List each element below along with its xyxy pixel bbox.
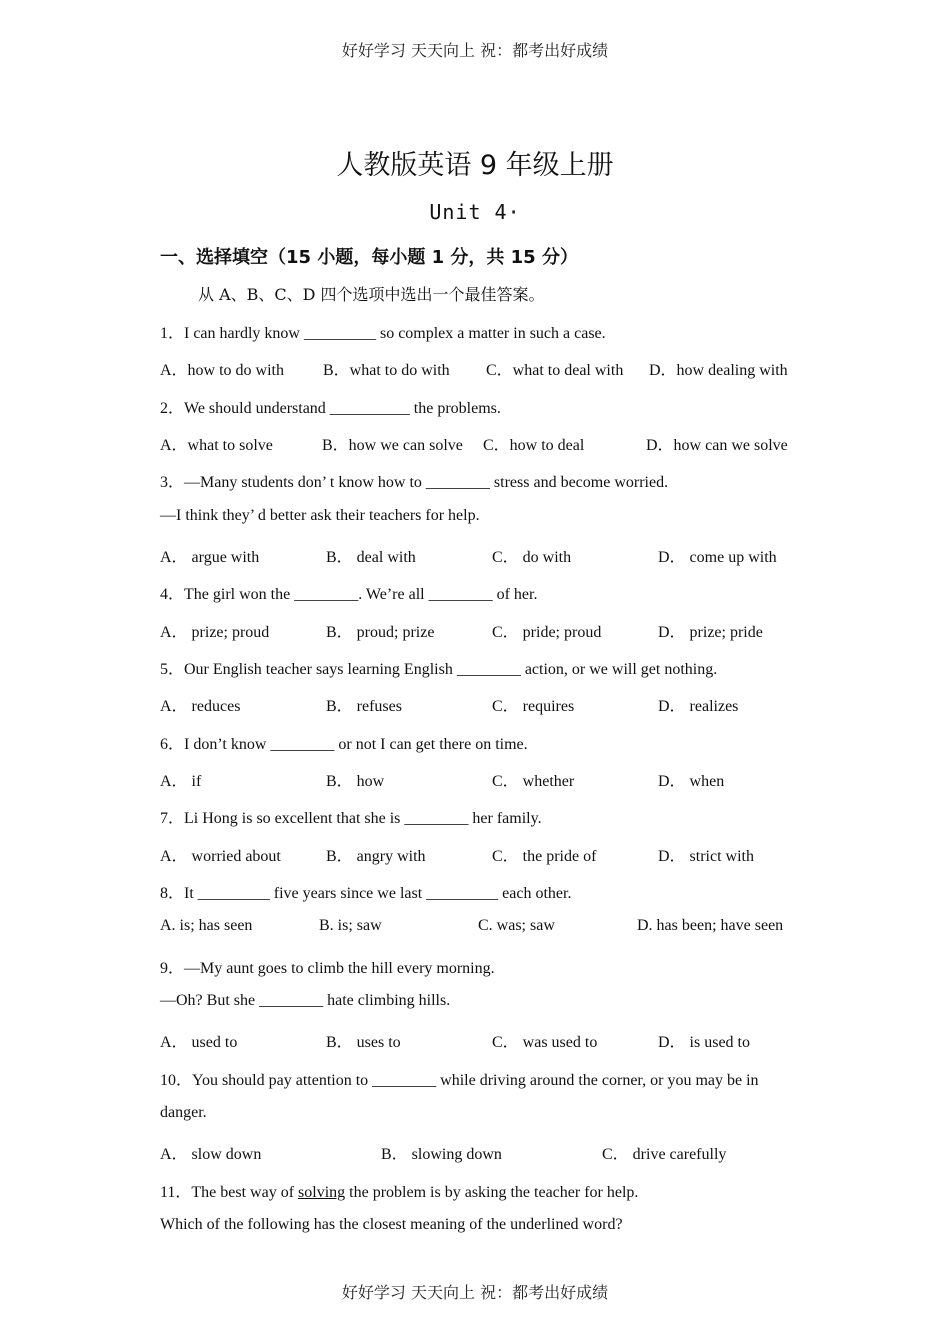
question-10-options: [160, 1141, 800, 1164]
option-a: A． argue with: [160, 549, 260, 566]
question-1: 1．I can hardly know _________ so complex a matter in such a case.: [160, 325, 606, 342]
question-9-reply: —Oh? But she ________ hate climbing hills.: [160, 992, 451, 1009]
option-a: A． used to: [160, 1034, 238, 1051]
question-4: 4．The girl won the ________. We’re all ________ of her.: [160, 586, 538, 603]
option-b: B．what to do with: [323, 362, 450, 379]
question-3-reply: —I think they’ d better ask their teachers for help.: [160, 507, 480, 524]
option-d: D．how can we solve: [646, 437, 788, 454]
option-c: C． requires: [492, 698, 575, 715]
option-d: D． prize; pride: [658, 624, 763, 641]
question-9: 9．—My aunt goes to climb the hill every morning.: [160, 960, 495, 977]
question-5-options: [160, 693, 800, 716]
option-b: B． angry with: [326, 848, 426, 865]
option-a: A．what to solve: [160, 437, 273, 454]
question-2-options: [160, 432, 800, 455]
question-6: 6．I don’t know ________ or not I can get there on time.: [160, 736, 528, 753]
option-b: B． proud; prize: [326, 624, 435, 641]
question-3-options: [160, 544, 800, 567]
option-c: C. was; saw: [478, 917, 555, 934]
question-11: [160, 1179, 800, 1202]
option-c: C．how to deal: [483, 437, 585, 454]
option-b: B．how we can solve: [322, 437, 463, 454]
question-3: 3．—Many students don’ t know how to ________ stress and become worried.: [160, 474, 669, 491]
option-d: D． realizes: [658, 698, 739, 715]
option-b: B． refuses: [326, 698, 402, 715]
question-7: 7．Li Hong is so excellent that she is ________ her family.: [160, 810, 542, 827]
question-7-options: [160, 843, 800, 866]
option-a: A． prize; proud: [160, 624, 270, 641]
instruction: 从 A、B、C、D 四个选项中选出一个最佳答案。: [198, 285, 545, 304]
question-10: 10．You should pay attention to ________ while driving around the corner, or you may be in: [160, 1072, 759, 1089]
question-8-options: [160, 917, 800, 935]
option-c: C． the pride of: [492, 848, 597, 865]
page-footer: 好好学习 天天向上 祝：都考出好成绩: [341, 1283, 609, 1302]
option-d: D． strict with: [658, 848, 754, 865]
option-d: D．how dealing with: [649, 362, 788, 379]
option-c: C． whether: [492, 773, 575, 790]
option-a: A． reduces: [160, 698, 241, 715]
page-header: 好好学习 天天向上 祝：都考出好成绩: [341, 41, 609, 60]
option-b: B． slowing down: [381, 1146, 502, 1163]
option-b: B． how: [326, 773, 385, 790]
option-d: D． come up with: [658, 549, 777, 566]
option-b: B． deal with: [326, 549, 416, 566]
question-10-continued: danger.: [160, 1104, 207, 1121]
option-d: D． when: [658, 773, 725, 790]
option-c: C． drive carefully: [602, 1146, 727, 1163]
option-c: C．what to deal with: [486, 362, 624, 379]
underlined-word: solving: [298, 1184, 346, 1201]
option-b: B. is; saw: [319, 917, 382, 934]
question-2: 2．We should understand __________ the problems.: [160, 400, 501, 417]
option-a: A． worried about: [160, 848, 281, 865]
question-11-text-a: 11．The best way of: [160, 1184, 299, 1201]
option-a: A．how to do with: [160, 362, 285, 379]
option-c: C． was used to: [492, 1034, 598, 1051]
option-c: C． do with: [492, 549, 572, 566]
page-title: 人教版英语 9 年级上册: [336, 150, 614, 181]
option-a: A． if: [160, 773, 202, 790]
question-1-options: [160, 357, 800, 380]
question-8: 8．It _________ five years since we last _________ each other.: [160, 885, 572, 902]
option-d: D. has been; have seen: [637, 917, 784, 934]
option-d: D． is used to: [658, 1034, 751, 1051]
section-heading: 一、选择填空（15 小题，每小题 1 分，共 15 分）: [160, 247, 578, 268]
question-11-prompt: Which of the following has the closest meaning of the underlined word?: [160, 1216, 623, 1233]
question-5: 5．Our English teacher says learning English ________ action, or we will get nothing.: [160, 661, 718, 678]
option-c: C． pride; proud: [492, 624, 602, 641]
question-4-options: [160, 619, 800, 642]
option-a: A． slow down: [160, 1146, 262, 1163]
question-11-text-b: the problem is by asking the teacher for help.: [345, 1184, 639, 1201]
page-subtitle: Unit 4·: [429, 200, 521, 224]
question-9-options: [160, 1029, 800, 1052]
question-6-options: [160, 768, 800, 791]
option-b: B． uses to: [326, 1034, 401, 1051]
option-a: A. is; has seen: [160, 917, 253, 934]
